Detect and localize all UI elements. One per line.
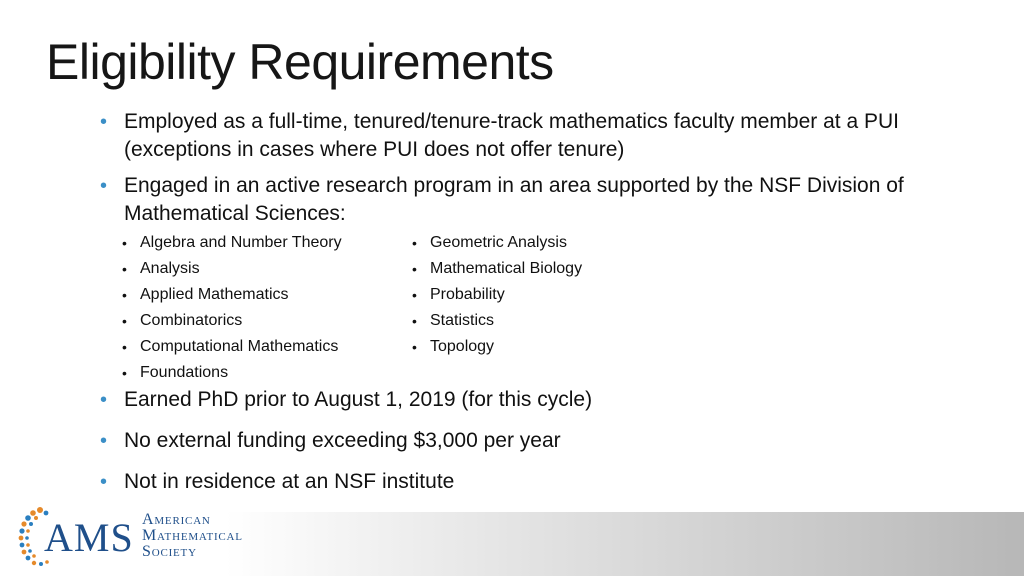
logo-line-1: American <box>142 511 211 528</box>
bullet-text: Employed as a full-time, tenured/tenure-track mathematics faculty member at a PUI (exceptions in cases where PUI does not offer tenure) <box>124 110 899 161</box>
bullet-marker: • <box>100 471 108 493</box>
research-areas <box>122 230 980 386</box>
research-area-item: • Applied Mathematics <box>122 282 412 308</box>
sub-bullet-marker: • <box>122 287 127 303</box>
sub-bullet-marker: • <box>412 339 417 355</box>
research-area-item: • Analysis <box>122 256 412 282</box>
sub-bullet-marker: • <box>412 313 417 329</box>
sub-bullet-marker: • <box>412 261 417 277</box>
logo-line-2: Mathematical <box>142 527 243 544</box>
sub-bullet-marker: • <box>412 287 417 303</box>
research-areas-left-column <box>122 230 412 386</box>
bullet-employed <box>100 108 980 164</box>
research-area-item: • Statistics <box>412 308 702 334</box>
research-area-item: • Probability <box>412 282 702 308</box>
bullet-text: Engaged in an active research program in an area supported by the NSF Division of Mathematical Sciences: <box>124 174 904 225</box>
bullet-marker: • <box>100 430 108 452</box>
research-area-item: • Geometric Analysis <box>412 230 702 256</box>
logo-line-3: Society <box>142 543 197 560</box>
logo-abbreviation: AMS <box>44 515 134 560</box>
bullet-text: No external funding exceeding $3,000 per year <box>124 429 561 452</box>
bullet-list <box>100 108 980 496</box>
slide-title: Eligibility Requirements <box>46 34 554 90</box>
sub-bullet-marker: • <box>412 235 417 251</box>
research-area-item: • Mathematical Biology <box>412 256 702 282</box>
research-area-item: • Algebra and Number Theory <box>122 230 412 256</box>
logo-full-name <box>142 512 243 560</box>
ams-logo <box>18 502 288 570</box>
bullet-marker: • <box>100 389 108 411</box>
research-area-item: • Computational Mathematics <box>122 334 412 360</box>
sub-bullet-marker: • <box>122 313 127 329</box>
bullet-text: Not in residence at an NSF institute <box>124 470 455 493</box>
sub-bullet-marker: • <box>122 339 127 355</box>
research-areas-right-column <box>412 230 702 386</box>
bullet-text: Earned PhD prior to August 1, 2019 (for this cycle) <box>124 388 593 411</box>
bullet-funding <box>100 427 980 455</box>
bullet-marker: • <box>100 111 108 133</box>
research-area-item: • Topology <box>412 334 702 360</box>
bullet-phd <box>100 386 980 414</box>
research-area-item: • Foundations <box>122 360 412 386</box>
bullet-research <box>100 172 980 228</box>
sub-bullet-marker: • <box>122 261 127 277</box>
bullet-residence <box>100 468 980 496</box>
bullet-marker: • <box>100 175 108 197</box>
research-area-item: • Combinatorics <box>122 308 412 334</box>
sub-bullet-marker: • <box>122 235 127 251</box>
sub-bullet-marker: • <box>122 365 127 381</box>
